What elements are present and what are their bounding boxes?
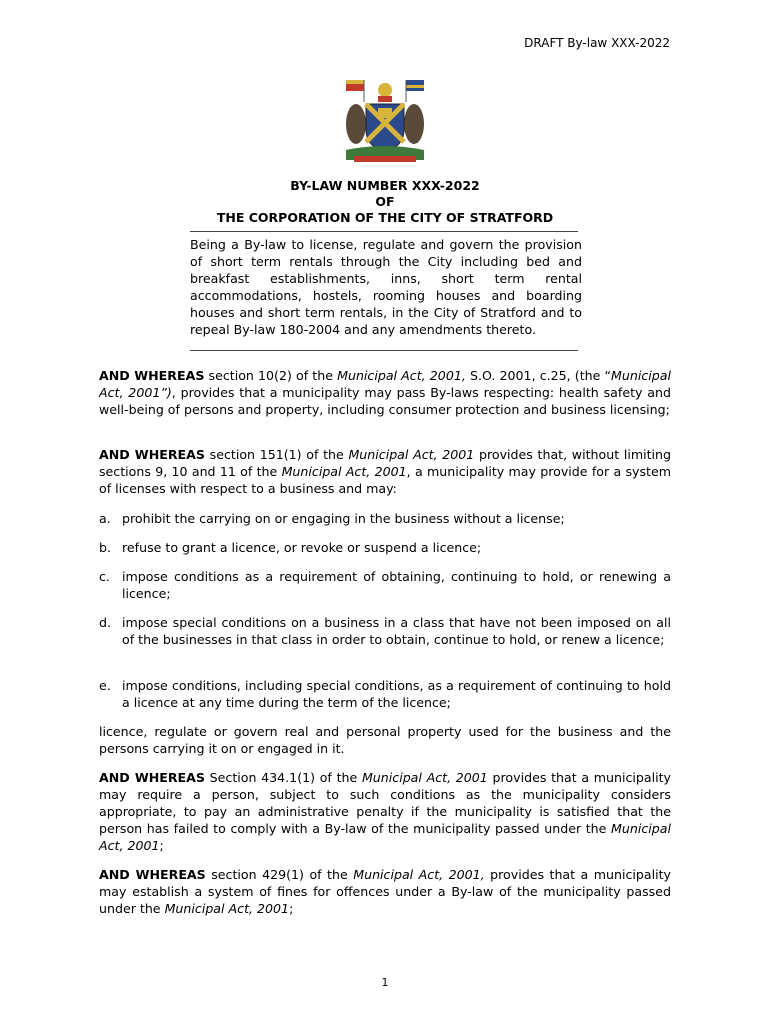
top-divider <box>190 231 578 232</box>
whereas-paragraph-2: AND WHEREAS section 151(1) of the Municipal Act, 2001 provides that, without limiting sections 9, 10 and 11 of the Municipal Act, 2001, a municipality may provide for a system of licenses with respect to a business and may: <box>99 447 672 496</box>
list-item: b. refuse to grant a licence, or revoke or suspend a licence; <box>99 540 482 555</box>
corporation-title: THE CORPORATION OF THE CITY OF STRATFORD <box>216 210 554 225</box>
list-item: e. impose conditions, including special conditions, as a requirement of continuing to hold a licence at any time during the term of the licence; <box>99 678 671 710</box>
list-item: c. impose conditions as a requirement of obtaining, continuing to hold, or renewing a licence; <box>99 569 671 601</box>
whereas-paragraph-3: AND WHEREAS Section 434.1(1) of the Municipal Act, 2001 provides that a municipality may require a person, subject to such conditions as the municipality considers appropriate, to pay an administrative penalty if the municipality is satisfied that the person has failed to comply with a By-law of the municipality passed under the Municipal Act, 2001; <box>99 770 672 853</box>
whereas-paragraph-1: AND WHEREAS section 10(2) of the Municipal Act, 2001, S.O. 2001, c.25, (the “Municipal Act, 2001”), provides that a municipality may pass By-laws respecting: health safety and well-being of persons and property, including consumer protection and business licensing; <box>99 368 671 417</box>
title-of: OF <box>375 194 395 209</box>
bylaw-purpose: Being a By-law to license, regulate and govern the provision of short term rentals through the City including bed and breakfast establishments, inns, short term rental accommodations, hostels, rooming houses and boarding houses and short term rentals, in the City of Stratford and to repeal By-law 180-2004 and any amendments thereto. <box>190 237 582 337</box>
draft-header: DRAFT By-law XXX-2022 <box>524 36 670 50</box>
list-item: d. impose special conditions on a business in a class that have not been imposed on all of the businesses in that class in order to obtain, continue to hold, or renew a licence; <box>99 615 671 647</box>
bottom-divider <box>190 350 578 351</box>
list-item: a. prohibit the carrying on or engaging in the business without a license; <box>99 511 565 526</box>
city-crest-icon <box>340 72 430 164</box>
bylaw-number-title: BY-LAW NUMBER XXX-2022 <box>290 178 480 193</box>
whereas-paragraph-4: AND WHEREAS section 429(1) of the Municipal Act, 2001, provides that a municipality may establish a system of fines for offences under a By-law of the municipality passed under the Municipal Act, 2001; <box>99 867 672 916</box>
page-number: 1 <box>381 976 389 989</box>
licence-paragraph: licence, regulate or govern real and personal property used for the business and the persons carrying it on or engaged in it. <box>99 724 671 756</box>
